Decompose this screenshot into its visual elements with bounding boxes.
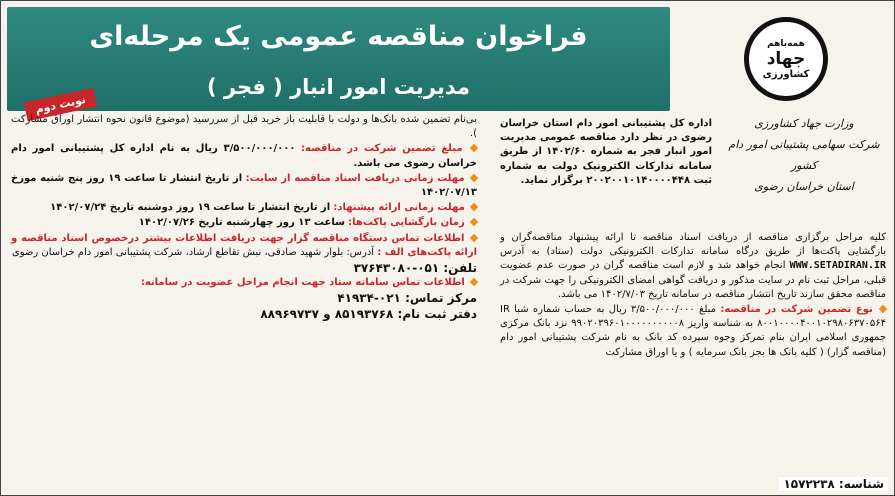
bullet-icon [470,144,478,152]
jahad-logo [744,17,828,101]
bullet-icon [470,203,478,211]
intro-paragraph [500,117,712,189]
bullet-icon [470,278,478,286]
notice-id: شناسه: ۱۵۷۲۲۳۸ [779,477,888,491]
org-line-ministry: وزارت جهاد کشاورزی [754,117,854,130]
setad-site-link[interactable]: WWW.SETADIRAN.IR [789,260,886,272]
bid-deadline-text: از تاریخ انتشار تا ساعت ۱۹ روز دوشنبه تاریخ ۱۴۰۲/۰۷/۲۴ [50,202,331,214]
intro-text: اداره کل پشتیبانی امور دام استان خراسان رضوی در نظر دارد مناقصه عمومی مدیریت امور انبار فجر به شماره ۱۴۰۲/۶۰ از طریق سامانه تدارکات الکترونیک دولت به شماره ثبت ۲۰۰۲۰۰۱۰۱۴۰۰۰۰۴۴۸ برگزار نماید. [500,118,712,186]
logo-line-1: همه‌با‌هم [767,38,805,49]
doc-deadline-paragraph [11,172,477,200]
amount-label: مبلغ تضمین شرکت در مناقصه: [301,143,463,155]
procedure-text-2: انجام خواهد شد و لازم است مناقصه گران در صورت عدم عضویت قبلی، مراحل ثبت نام در سایت مذکور و دریافت گواهی امضای الکترونیکی را جهت شرکت در مناقصه محقق سازند تاریخ انتشار مناقصه در سامانه تاریخ ۱۴۰۲/۷/۰۳ می باشد. [500,260,886,300]
bullet-icon [470,174,478,182]
center-contact: مرکز تماس: ۰۲۱-۴۱۹۳۴ [337,291,477,306]
opening-label: زمان بازگشایی پاکت‌ها: [348,217,465,229]
bid-deadline-paragraph [11,201,477,215]
amount-paragraph [11,142,477,170]
header-banner [7,7,670,117]
guarantee-paragraph [500,303,886,360]
opening-text: ساعت ۱۳ روز چهارشنبه تاریخ ۱۴۰۲/۰۷/۲۶ [138,217,345,229]
org-line-company: شرکت سهامی پشتیبانی امور دام کشور [728,138,880,172]
notice-subtitle: مدیریت امور انبار ( فجر ) [207,75,470,99]
guarantee-label: نوع تضمین شرکت در مناقصه: [720,304,873,316]
procedure-text-1: کلیه مراحل برگزاری مناقصه از دریافت اسناد مناقصه تا ارائه پیشنهاد مناقصه‌گران و بازگشایی پاکت‌ها از طریق درگاه سامانه تدارکات الکترونیکی دولت (ستاد) به آدرس [500,232,886,258]
setad-paragraph [11,276,477,290]
bullet-icon [879,305,887,313]
left-column [11,113,477,322]
logo-line-2: جهاد [766,48,806,69]
notice-title: فراخوان مناقصه عمومی یک مرحله‌ای [89,21,588,52]
doc-deadline-label: مهلت زمانی دریافت اسناد مناقصه از سایت: [245,172,465,184]
amount-text: ۳/۵۰۰/۰۰۰/۰۰۰ ریال به نام اداره کل پشتیبانی امور دام خراسان رضوی می باشد. [11,143,477,169]
procedure-paragraph [500,231,886,302]
address-text: آدرس: بلوار شهید صادقی، نبش تقاطع ارشاد، شرکت پشتیبانی امور دام خراسان رضوی [11,246,375,258]
organization-name [724,113,884,197]
logo-area [688,7,888,111]
contact-paragraph [11,232,477,260]
round-badge: نوبت دوم [24,88,98,121]
bullet-icon [470,233,478,241]
right-column [500,231,886,361]
bullet-icon [470,218,478,226]
registry-office: دفتر ثبت نام: ۸۵۱۹۳۷۶۸ و ۸۸۹۶۹۷۳۷ [260,306,477,321]
setad-contact-label: اطلاعات تماس سامانه ستاد جهت انجام مراحل عضویت در سامانه: [140,277,465,289]
bonds-paragraph: بی‌نام تضمین شده بانک‌ها و دولت با قابلیت باز خرید قبل از سررسید (موضوع قانون نحوه انتشار اوراق مشارکت ). [11,114,477,140]
logo-line-3: کشاورزی [762,68,810,80]
doc-deadline-text: از تاریخ انتشار تا ساعت ۱۹ روز پنج شنبه مورخ ۱۴۰۲/۰۷/۱۳ [11,172,477,199]
org-line-province: استان خراسان رضوی [754,180,854,193]
bid-deadline-label: مهلت زمانی ارائه پیشنهاد: [333,202,465,214]
phone-text: تلفن: ۰۵۱-۳۷۶۴۳۰۸۰ [353,261,477,276]
guarantee-text: مبلغ ۳/۵۰۰/۰۰۰/۰۰۰ ریال به حساب شماره شبا IR ۸۰۰۱۰۰۰۰۴۰۰۱۰۲۹۸۰۶۳۷۰۵۶۴ به شناسه واریز ۹۹۰۲۰۳۹۶۰۱۰۰۰۰۰۰۰۰۰۰۸ نزد بانک مرکزی جمهوری اسلامی ایران بنام تمرکز وجوه سپرده کد بانک به نام شرکت پشتیبانی امور دام (مناقصه گزار) ( کلیه بانک ها بجز بانک سرمایه ) و یا اوراق مشارکت [500,304,886,358]
contact-label: اطلاعات تماس دستگاه مناقصه گزار جهت دریافت اطلاعات بیشتر درخصوص اسناد مناقصه و ارائه پاکت‌های الف : [11,232,477,258]
opening-paragraph [11,216,477,230]
